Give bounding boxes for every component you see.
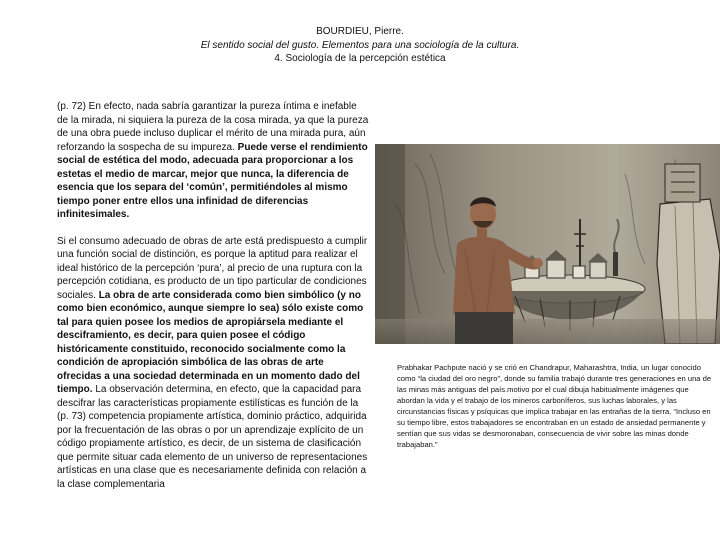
chapter-title: 4. Sociología de la percepción estética bbox=[274, 53, 446, 64]
paragraph-2-normal-end: La observación determina, en efecto, que la capacidad para descifrar las características propiamente estilísticas es función de la (p. 73) competencia propiamente artística, dominio práctico, adquirida por la frecuentación de las obras o por un aprendizaje explícito de un código propiamente artístico, es decir, de un sistema de clasificación que permite situar cada elemento de un universo de representaciones artísticas en una clase que es necesariamente definida con relación a la clase complementaria bbox=[57, 384, 368, 490]
document-header bbox=[0, 25, 720, 66]
photo-caption: Prabhakar Pachpute nació y se crió en Chandrapur, Maharashtra, India, un lugar conocido como “la ciudad del oro negro”, donde su familia trabajó durante tres generaciones en una de las minas más antiguas del país.motivo por el cual dibuja habitualmente imágenes que abordan la vida y el trabajo de los mineros carboníferos, sus luchas laborales, y las circunstancias físicas y psíquicas que implica trabajar en las entrañas de la tierra. “Incluso en su tiempo libre, estos trabajadores se encontraban en un estado de ansiedad permanente y sentían que sus vidas se desmoronaban, consecuencia de vivir sobre las minas donde trabajaban.” bbox=[397, 363, 712, 449]
paragraph-1-normal: (p. 72) En efecto, nada sabría garantizar la pureza íntima e inefable de la mirada, ni siquiera la pureza de la cosa mirada, ya que la pureza de una obra puede incluso duplicar el mérito de una mirada pura, aún reforzando la sospecha de su impureza. bbox=[57, 101, 369, 153]
paragraph-2 bbox=[57, 235, 369, 492]
artist-photo bbox=[375, 144, 720, 344]
book-title: El sentido social del gusto. Elementos para una sociología de la cultura. bbox=[200, 39, 520, 51]
paragraph-1-bold: Puede verse el rendimiento social de estética del modo, adecuada para proporcionar a los estetas el medio de marcar, mejor que nunca, la diferencia de esencia que los separa del ‘común’, permitiéndoles al mismo tiempo poner entre ellos una infinidad de diferencias infinitesimales. bbox=[57, 141, 368, 220]
paragraph-1 bbox=[57, 100, 369, 222]
artist-drawing-illustration bbox=[375, 144, 720, 344]
main-text-column bbox=[57, 100, 369, 504]
paragraph-2-bold: La obra de arte considerada como bien simbólico (y no como bien económico, aunque siempre lo sea) sólo existe como tal para quien posee los medios de apropiársela mediante el desciframiento, es decir, para quien posee el código históricamente constituido, reconocido socialmente como la condición de apropiación simbólica de las obras de arte ofrecidas a una sociedad determinada en un momento dado del tiempo. bbox=[57, 289, 364, 395]
paragraph-2-normal-start: Si el consumo adecuado de obras de arte está predispuesto a cumplir una función social de distinción, es porque la aptitud para realizar el ideal histórico de la percepción ‘pura’, al precio de una ruptura con la percepción cotidiana, es producto de un tipo particular de condiciones sociales. bbox=[57, 235, 368, 301]
author-line: BOURDIEU, Pierre. bbox=[316, 26, 404, 37]
